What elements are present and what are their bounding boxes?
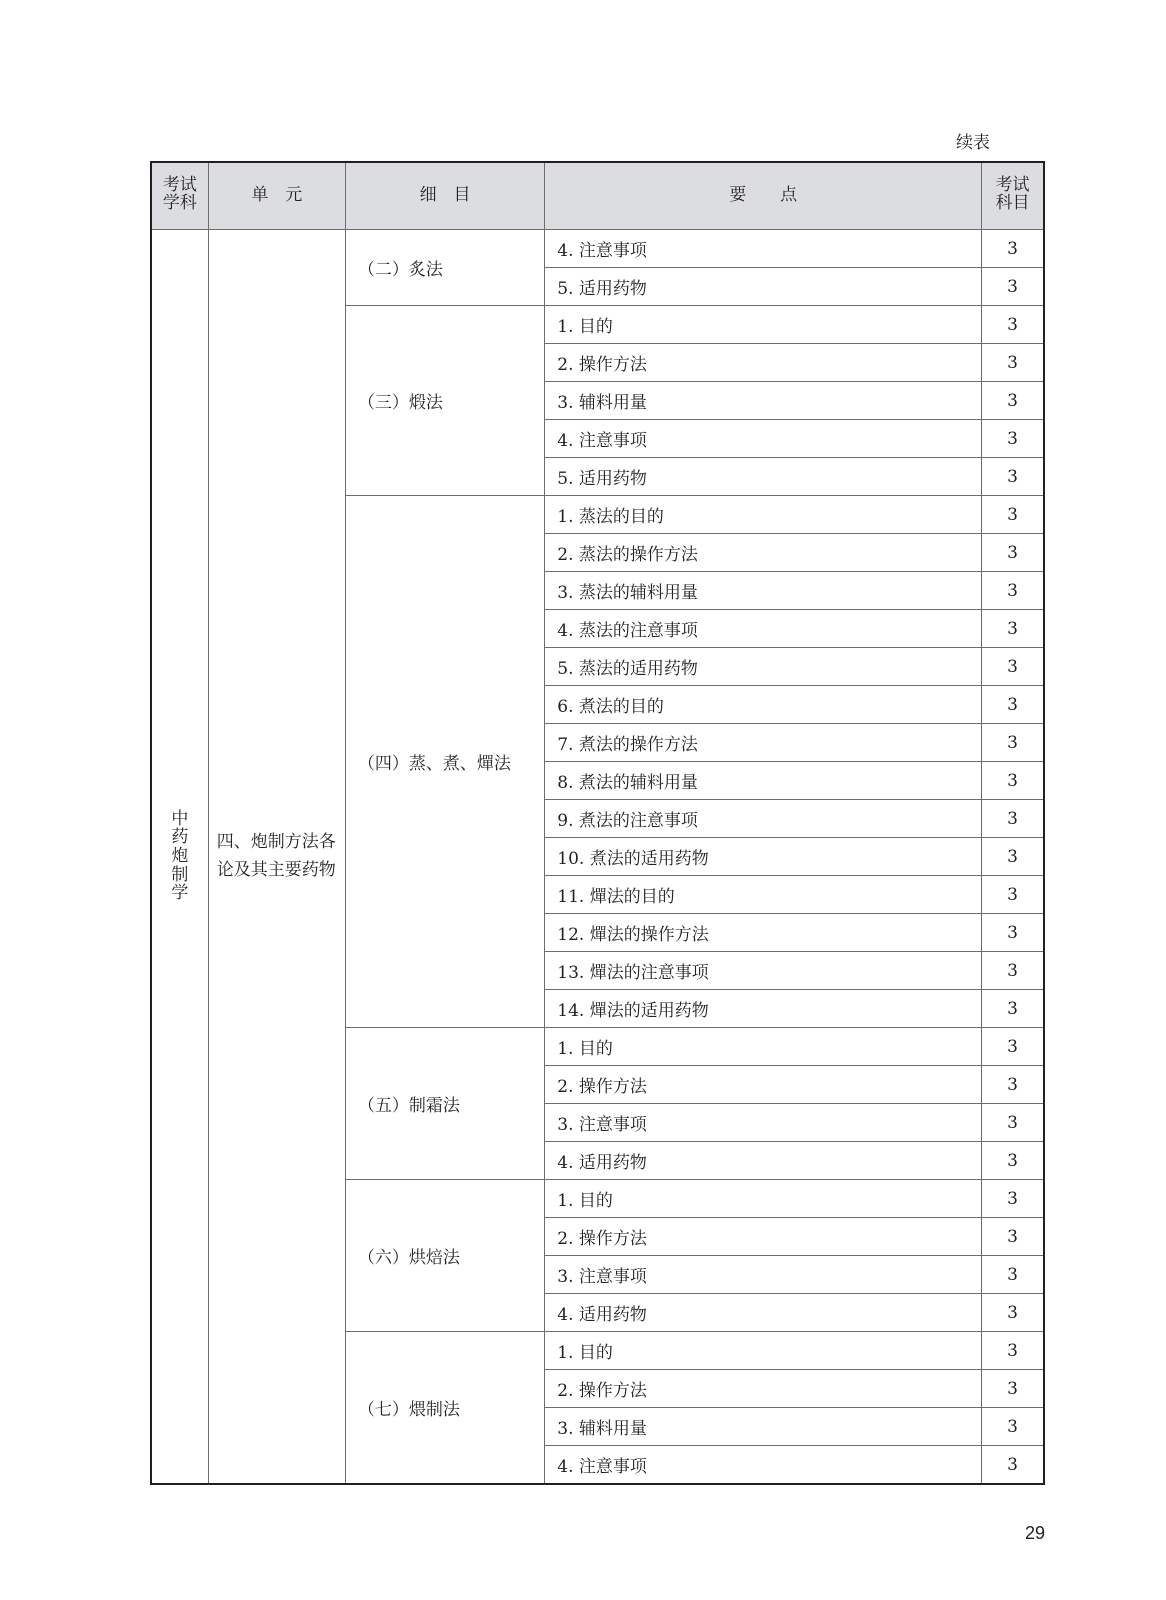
exam-cell: 3	[982, 1408, 1044, 1446]
point-cell: 2. 操作方法	[545, 1218, 982, 1256]
point-cell: 2. 操作方法	[545, 344, 982, 382]
exam-cell: 3	[982, 1256, 1044, 1294]
subitem-cell: （五）制霜法	[345, 1028, 544, 1180]
continued-label: 续表	[956, 133, 990, 153]
exam-cell: 3	[982, 1104, 1044, 1142]
exam-cell: 3	[982, 914, 1044, 952]
exam-cell: 3	[982, 344, 1044, 382]
exam-cell: 3	[982, 838, 1044, 876]
point-cell: 5. 蒸法的适用药物	[545, 648, 982, 686]
point-cell: 11. 燀法的目的	[545, 876, 982, 914]
exam-cell: 3	[982, 800, 1044, 838]
point-cell: 1. 目的	[545, 1332, 982, 1370]
point-cell: 1. 目的	[545, 1028, 982, 1066]
header-points: 要 点	[545, 162, 982, 230]
syllabus-table	[150, 161, 1045, 1485]
point-cell: 4. 注意事项	[545, 420, 982, 458]
point-cell: 1. 目的	[545, 1180, 982, 1218]
point-cell: 3. 辅料用量	[545, 382, 982, 420]
subject-cell	[151, 230, 208, 1485]
point-cell: 4. 蒸法的注意事项	[545, 610, 982, 648]
point-cell: 6. 煮法的目的	[545, 686, 982, 724]
point-cell: 2. 蒸法的操作方法	[545, 534, 982, 572]
exam-cell: 3	[982, 876, 1044, 914]
exam-cell: 3	[982, 686, 1044, 724]
header-unit: 单 元	[208, 162, 345, 230]
point-cell: 4. 注意事项	[545, 1446, 982, 1485]
point-cell: 4. 适用药物	[545, 1294, 982, 1332]
point-cell: 4. 注意事项	[545, 230, 982, 268]
point-cell: 3. 蒸法的辅料用量	[545, 572, 982, 610]
exam-cell: 3	[982, 990, 1044, 1028]
point-cell: 5. 适用药物	[545, 268, 982, 306]
exam-cell: 3	[982, 1180, 1044, 1218]
header-exam: 考试科目	[982, 162, 1044, 230]
exam-cell: 3	[982, 534, 1044, 572]
point-cell: 9. 煮法的注意事项	[545, 800, 982, 838]
exam-cell: 3	[982, 1446, 1044, 1485]
exam-cell: 3	[982, 1370, 1044, 1408]
subitem-cell: （二）炙法	[345, 230, 544, 306]
point-cell: 8. 煮法的辅料用量	[545, 762, 982, 800]
point-cell: 7. 煮法的操作方法	[545, 724, 982, 762]
point-cell: 2. 操作方法	[545, 1066, 982, 1104]
exam-cell: 3	[982, 648, 1044, 686]
point-cell: 5. 适用药物	[545, 458, 982, 496]
exam-cell: 3	[982, 1028, 1044, 1066]
exam-cell: 3	[982, 268, 1044, 306]
subitem-cell: （六）烘焙法	[345, 1180, 544, 1332]
exam-cell: 3	[982, 762, 1044, 800]
point-cell: 12. 燀法的操作方法	[545, 914, 982, 952]
exam-cell: 3	[982, 496, 1044, 534]
subitem-cell: （七）煨制法	[345, 1332, 544, 1485]
point-cell: 2. 操作方法	[545, 1370, 982, 1408]
header-subject: 考试学科	[151, 162, 208, 230]
point-cell: 3. 辅料用量	[545, 1408, 982, 1446]
exam-cell: 3	[982, 1218, 1044, 1256]
header-row	[151, 162, 1044, 230]
subitem-cell: （四）蒸、煮、燀法	[345, 496, 544, 1028]
header-subitem: 细 目	[345, 162, 544, 230]
point-cell: 1. 目的	[545, 306, 982, 344]
exam-cell: 3	[982, 952, 1044, 990]
subitem-cell: （三）煅法	[345, 306, 544, 496]
table-row	[151, 230, 1044, 268]
exam-cell: 3	[982, 306, 1044, 344]
point-cell: 3. 注意事项	[545, 1256, 982, 1294]
exam-cell: 3	[982, 1066, 1044, 1104]
unit-cell: 四、炮制方法各论及其主要药物	[208, 230, 345, 1485]
exam-cell: 3	[982, 572, 1044, 610]
point-cell: 4. 适用药物	[545, 1142, 982, 1180]
point-cell: 3. 注意事项	[545, 1104, 982, 1142]
exam-cell: 3	[982, 1142, 1044, 1180]
exam-cell: 3	[982, 610, 1044, 648]
exam-cell: 3	[982, 724, 1044, 762]
point-cell: 14. 燀法的适用药物	[545, 990, 982, 1028]
point-cell: 1. 蒸法的目的	[545, 496, 982, 534]
exam-cell: 3	[982, 458, 1044, 496]
page-number: 29	[1025, 1523, 1046, 1543]
subject-text: 中药炮制学	[171, 808, 189, 904]
point-cell: 13. 燀法的注意事项	[545, 952, 982, 990]
exam-cell: 3	[982, 1332, 1044, 1370]
exam-cell: 3	[982, 1294, 1044, 1332]
exam-cell: 3	[982, 230, 1044, 268]
exam-cell: 3	[982, 382, 1044, 420]
exam-cell: 3	[982, 420, 1044, 458]
point-cell: 10. 煮法的适用药物	[545, 838, 982, 876]
